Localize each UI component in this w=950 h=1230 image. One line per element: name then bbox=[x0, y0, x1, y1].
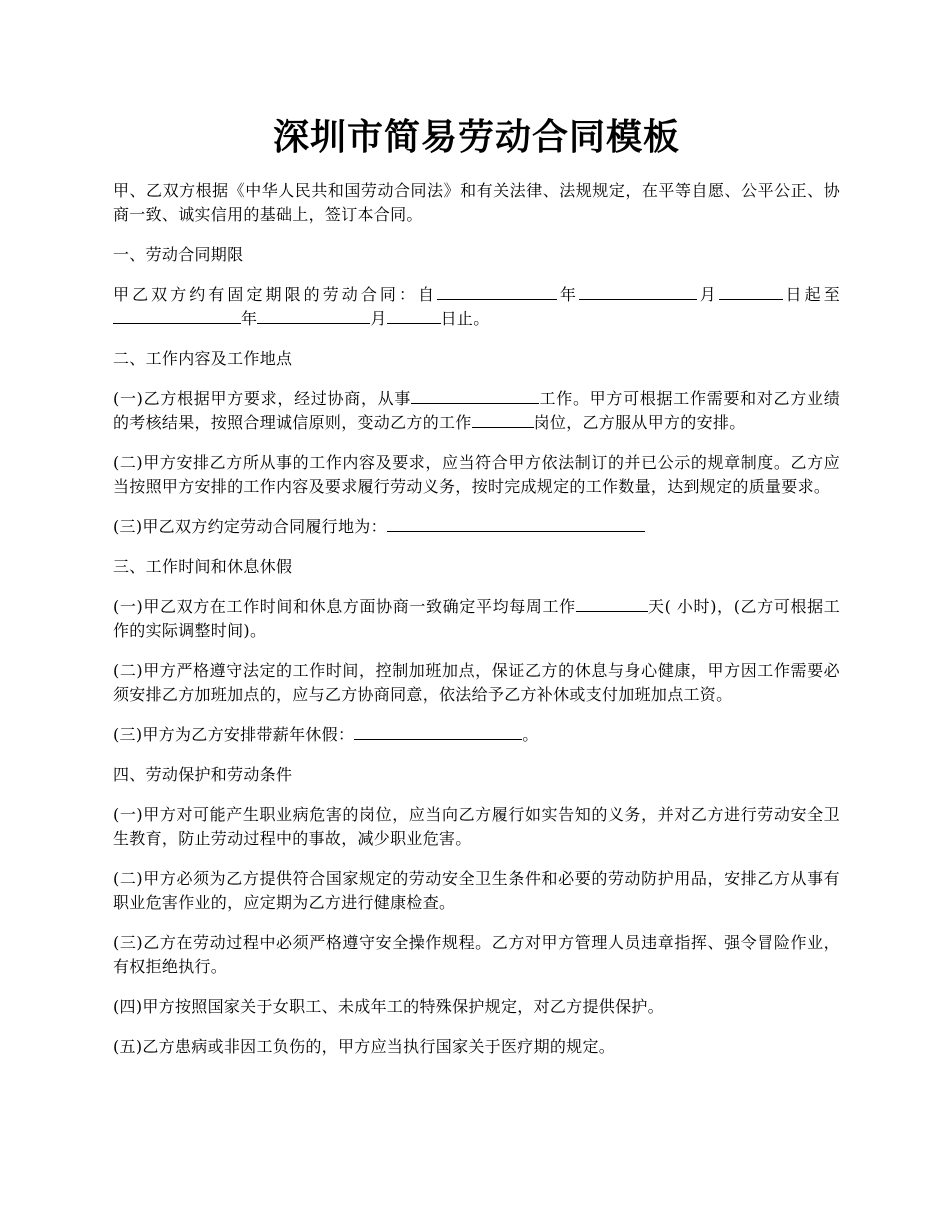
start-day-blank[interactable] bbox=[719, 283, 783, 300]
job-text-middle: 工作。甲方可根据工作需要和对乙方业绩的考核结果，按照合理诚信原则，变动乙方的工作 bbox=[113, 389, 841, 432]
start-year-blank[interactable] bbox=[437, 283, 557, 300]
section-4-clause-2: (二)甲方必须为乙方提供符合国家规定的劳动安全卫生条件和必要的劳动防护用品，安排乙方从事有职业危害作业的，应定期为乙方进行健康检查。 bbox=[113, 869, 840, 912]
term-text-until: 日起至 bbox=[782, 285, 840, 304]
section-1-heading: 一、劳动合同期限 bbox=[113, 245, 244, 264]
paid-leave-period: 。 bbox=[522, 725, 539, 744]
term-text-month: 月 bbox=[696, 285, 719, 304]
section-4-heading: 四、劳动保护和劳动条件 bbox=[113, 765, 293, 784]
section-4-clause-3: (三)乙方在劳动过程中必须严格遵守安全操作规程。乙方对甲方管理人员违章指挥、强令冒险作业，有权拒绝执行。 bbox=[113, 933, 840, 976]
job-text-start: (一)乙方根据甲方要求，经过协商，从事 bbox=[113, 389, 412, 408]
workdays-text-start: (一)甲乙双方在工作时间和休息方面协商一致确定平均每周工作 bbox=[113, 597, 576, 616]
job-text-end: 岗位，乙方服从甲方的安排。 bbox=[533, 413, 746, 432]
intro-paragraph: 甲、乙双方根据《中华人民共和国劳动合同法》和有关法律、法规规定，在平等自愿、公平公正、协商一致、诚实信用的基础上，签订本合同。 bbox=[113, 181, 840, 224]
paid-leave-text: (三)甲方为乙方安排带薪年休假： bbox=[113, 725, 355, 744]
section-2-heading: 二、工作内容及工作地点 bbox=[113, 349, 293, 368]
job-position-blank[interactable] bbox=[472, 411, 534, 428]
term-text-end-year: 年 bbox=[241, 309, 258, 328]
section-2-clause-1 bbox=[113, 387, 840, 435]
section-3-clause-1 bbox=[113, 595, 840, 643]
section-3-heading: 三、工作时间和休息休假 bbox=[113, 557, 293, 576]
section-4-clause-5: (五)乙方患病或非因工负伤的，甲方应当执行国家关于医疗期的规定。 bbox=[113, 1037, 616, 1056]
term-text-year: 年 bbox=[557, 285, 579, 304]
section-1-term-paragraph bbox=[113, 283, 840, 331]
end-month-blank[interactable] bbox=[257, 307, 370, 324]
section-4-clause-4: (四)甲方按照国家关于女职工、未成年工的特殊保护规定，对乙方提供保护。 bbox=[113, 997, 664, 1016]
term-text-from: 甲乙双方约有固定期限的劳动合同：自 bbox=[113, 285, 438, 304]
workdays-text-end: 天( 小时)，(乙方可根据工作的实际调整时间)。 bbox=[113, 597, 841, 640]
workplace-text: (三)甲乙双方约定劳动合同履行地为： bbox=[113, 517, 387, 536]
section-2-clause-3 bbox=[113, 515, 840, 539]
workplace-blank[interactable] bbox=[387, 515, 645, 532]
section-3-clause-2: (二)甲方严格遵守法定的工作时间，控制加班加点，保证乙方的休息与身心健康，甲方因工作需要必须安排乙方加班加点的，应与乙方协商同意，依法给予乙方补休或支付加班加点工资。 bbox=[113, 661, 840, 704]
end-day-blank[interactable] bbox=[387, 307, 441, 324]
document-page bbox=[113, 0, 840, 1059]
start-month-blank[interactable] bbox=[579, 283, 697, 300]
section-4-clause-1: (一)甲方对可能产生职业病危害的岗位，应当向乙方履行如实告知的义务，并对乙方进行劳动安全卫生教育，防止劳动过程中的事故，减少职业危害。 bbox=[113, 805, 840, 848]
section-2-clause-2: (二)甲方安排乙方所从事的工作内容及要求，应当符合甲方依法制订的并已公示的规章制度。乙方应当按照甲方安排的工作内容及要求履行劳动义务，按时完成规定的工作数量，达到规定的质量要求。 bbox=[113, 453, 840, 496]
workdays-blank[interactable] bbox=[576, 595, 648, 612]
end-year-blank[interactable] bbox=[113, 307, 241, 324]
section-3-clause-3 bbox=[113, 723, 840, 747]
paid-leave-blank[interactable] bbox=[354, 723, 522, 740]
term-text-end: 日止。 bbox=[440, 309, 490, 328]
term-text-end-month: 月 bbox=[370, 309, 387, 328]
job-type-blank[interactable] bbox=[411, 387, 539, 404]
document-title: 深圳市简易劳动合同模板 bbox=[272, 116, 680, 158]
